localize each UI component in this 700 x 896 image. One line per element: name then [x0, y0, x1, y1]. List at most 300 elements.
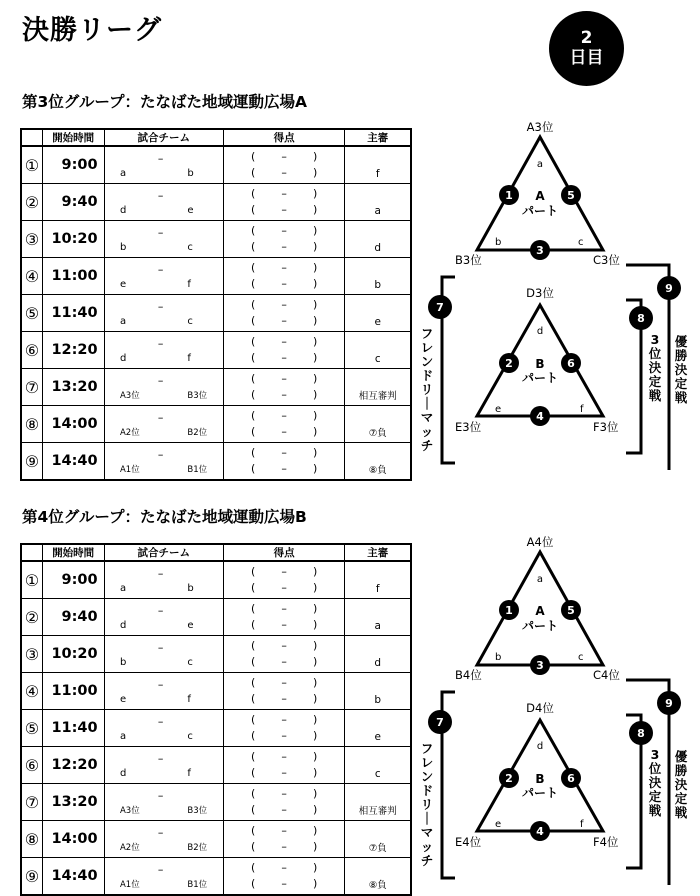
match-circle-m6 — [561, 353, 581, 373]
match-circle-number: 7 — [436, 716, 444, 729]
vertical-char: 勝 — [674, 763, 688, 778]
score-close: ) — [313, 166, 318, 179]
match-referee: d — [345, 221, 411, 258]
score-open: ( — [251, 335, 256, 348]
score-open: ( — [251, 409, 256, 422]
edge-label: e — [495, 404, 502, 415]
match-referee: f — [345, 146, 411, 184]
match-number: ④ — [21, 673, 42, 710]
match-score — [223, 561, 344, 599]
score-dash: – — [281, 581, 287, 594]
triangle-b-left-label: E3位 — [455, 420, 482, 434]
match-teams — [104, 821, 223, 858]
score-close: ) — [313, 203, 318, 216]
match-number: ⑧ — [21, 406, 42, 443]
team-1: A2位 — [119, 842, 140, 853]
team-dash: – — [157, 751, 164, 765]
score-close: ) — [313, 840, 318, 853]
score-open: ( — [251, 240, 256, 253]
part-label: パート — [521, 786, 559, 800]
vertical-char: リ — [420, 797, 434, 812]
table-row — [21, 146, 411, 184]
team-2: f — [187, 767, 191, 779]
part-letter: A — [535, 604, 545, 618]
score-open: ( — [251, 224, 256, 237]
score-dash: – — [281, 840, 287, 853]
match-referee: 相互審判 — [345, 369, 411, 406]
part-letter: A — [535, 189, 545, 203]
vertical-char: チ — [420, 853, 434, 868]
match-time: 12:20 — [42, 747, 104, 784]
match-time: 11:00 — [42, 258, 104, 295]
match-teams — [104, 784, 223, 821]
table-row — [21, 406, 411, 443]
vertical-char: 戦 — [648, 388, 662, 403]
score-dash: – — [281, 187, 287, 200]
header-score: 得点 — [223, 129, 344, 146]
team-2: c — [187, 241, 193, 253]
score-close: ) — [313, 224, 318, 237]
team-2: c — [187, 315, 193, 327]
score-open: ( — [251, 877, 256, 890]
match-score — [223, 332, 344, 369]
score-open: ( — [251, 618, 256, 631]
team-1: a — [119, 730, 127, 742]
score-close: ) — [313, 877, 318, 890]
edge-label: a — [536, 574, 544, 585]
vertical-char: リ — [420, 382, 434, 397]
vertical-char: 定 — [648, 374, 662, 389]
team-dash: – — [157, 336, 164, 350]
team-1: b — [119, 241, 127, 253]
score-dash: – — [281, 261, 287, 274]
vertical-char: 戦 — [648, 803, 662, 818]
team-dash: – — [157, 714, 164, 728]
match-teams — [104, 332, 223, 369]
match-number: ⑤ — [21, 295, 42, 332]
score-open: ( — [251, 766, 256, 779]
table-row — [21, 673, 411, 710]
header-start-time: 開始時間 — [42, 129, 104, 146]
score-close: ) — [313, 655, 318, 668]
page-title: 決勝リーグ — [22, 15, 162, 46]
match-time: 14:40 — [42, 858, 104, 896]
table-header-row — [21, 544, 411, 561]
score-dash: – — [281, 335, 287, 348]
match-circle-number: 6 — [567, 357, 575, 370]
team-1: d — [119, 204, 127, 216]
team-1: d — [119, 767, 127, 779]
match-referee: 相互審判 — [345, 784, 411, 821]
score-dash: – — [281, 639, 287, 652]
match-circle-number: 3 — [536, 659, 544, 672]
edge-label: c — [578, 237, 584, 248]
match-circle-number: 4 — [536, 825, 544, 838]
triangle-b-right-label: F4位 — [593, 835, 619, 849]
score-close: ) — [313, 335, 318, 348]
triangle-a-left-label: B4位 — [455, 668, 482, 682]
match-circle-m2 — [499, 353, 519, 373]
match-score — [223, 369, 344, 406]
score-close: ) — [313, 277, 318, 290]
score-dash: – — [281, 277, 287, 290]
score-close: ) — [313, 750, 318, 763]
vertical-char: 戦 — [674, 805, 688, 820]
vertical-char: マ — [420, 410, 434, 425]
score-close: ) — [313, 713, 318, 726]
team-2: c — [187, 656, 193, 668]
vertical-char: 決 — [674, 362, 688, 377]
triangle-b-left-label: E4位 — [455, 835, 482, 849]
score-dash: – — [281, 409, 287, 422]
team-dash: – — [157, 151, 164, 165]
score-open: ( — [251, 372, 256, 385]
team-dash: – — [157, 447, 164, 461]
score-open: ( — [251, 446, 256, 459]
score-close: ) — [313, 462, 318, 475]
match-time: 13:20 — [42, 784, 104, 821]
match-number: ③ — [21, 636, 42, 673]
match-referee: a — [345, 184, 411, 221]
match-time: 9:40 — [42, 184, 104, 221]
score-open: ( — [251, 298, 256, 311]
header-referee: 主審 — [345, 544, 411, 561]
match-circle-m7 — [428, 710, 452, 734]
score-close: ) — [313, 692, 318, 705]
match-circle-number: 7 — [436, 301, 444, 314]
score-dash: – — [281, 446, 287, 459]
score-dash: – — [281, 618, 287, 631]
match-number: ⑨ — [21, 443, 42, 481]
score-open: ( — [251, 729, 256, 742]
table-row — [21, 747, 411, 784]
table-row — [21, 599, 411, 636]
edge-label: f — [580, 819, 584, 830]
match-score — [223, 221, 344, 258]
team-2: b — [187, 167, 194, 179]
team-2: f — [187, 352, 191, 364]
match-time: 11:40 — [42, 295, 104, 332]
team-dash: – — [157, 410, 164, 424]
vertical-char: ド — [420, 783, 434, 798]
score-open: ( — [251, 787, 256, 800]
match-teams — [104, 599, 223, 636]
match-circle-number: 5 — [567, 604, 575, 617]
vertical-char: 戦 — [674, 390, 688, 405]
part-label: パート — [521, 619, 559, 633]
score-close: ) — [313, 388, 318, 401]
day-number: 2 — [580, 27, 593, 48]
vertical-char: 定 — [674, 376, 688, 391]
score-dash: – — [281, 388, 287, 401]
match-number: ① — [21, 561, 42, 599]
match-score — [223, 673, 344, 710]
score-dash: – — [281, 861, 287, 874]
team-1: A2位 — [119, 427, 140, 438]
match-circle-number: 5 — [567, 189, 575, 202]
edge-label: d — [536, 326, 544, 337]
match-circle-m4 — [530, 821, 550, 841]
score-dash: – — [281, 565, 287, 578]
score-open: ( — [251, 261, 256, 274]
vertical-char: チ — [420, 438, 434, 453]
score-open: ( — [251, 166, 256, 179]
score-close: ) — [313, 187, 318, 200]
league-diagram — [415, 120, 700, 470]
score-dash: – — [281, 877, 287, 890]
triangle-a-right-label: C4位 — [593, 668, 620, 682]
team-dash: – — [157, 262, 164, 276]
score-close: ) — [313, 639, 318, 652]
score-close: ) — [313, 351, 318, 364]
score-open: ( — [251, 803, 256, 816]
score-dash: – — [281, 314, 287, 327]
score-close: ) — [313, 787, 318, 800]
team-dash: – — [157, 188, 164, 202]
score-dash: – — [281, 425, 287, 438]
match-circle-number: 8 — [637, 312, 645, 325]
score-dash: – — [281, 203, 287, 216]
group-section — [0, 90, 700, 476]
score-open: ( — [251, 861, 256, 874]
vertical-char: ｜ — [420, 811, 434, 826]
match-number: ② — [21, 599, 42, 636]
match-time: 10:20 — [42, 636, 104, 673]
score-dash: – — [281, 224, 287, 237]
match-number: ⑤ — [21, 710, 42, 747]
match-referee: b — [345, 258, 411, 295]
match-circle-m6 — [561, 768, 581, 788]
match-referee: c — [345, 332, 411, 369]
score-dash: – — [281, 602, 287, 615]
schedule-table — [20, 128, 412, 481]
score-dash: – — [281, 713, 287, 726]
team-dash: – — [157, 677, 164, 691]
edge-label: b — [495, 652, 502, 663]
match-teams — [104, 673, 223, 710]
score-dash: – — [281, 692, 287, 705]
vertical-char: 決 — [648, 360, 662, 375]
group-title: 第3位グループ：たなばた地域運動広場A — [22, 93, 308, 111]
group-title: 第4位グループ：たなばた地域運動広場B — [22, 508, 307, 526]
score-close: ) — [313, 372, 318, 385]
vertical-char: レ — [420, 340, 434, 355]
match-circle-m9 — [657, 691, 681, 715]
score-open: ( — [251, 713, 256, 726]
match-time: 13:20 — [42, 369, 104, 406]
score-dash: – — [281, 372, 287, 385]
match-circle-number: 6 — [567, 772, 575, 785]
score-close: ) — [313, 861, 318, 874]
score-close: ) — [313, 803, 318, 816]
match-score — [223, 858, 344, 896]
match-time: 9:00 — [42, 146, 104, 184]
part-label: パート — [521, 371, 559, 385]
header-no — [21, 544, 42, 561]
match-score — [223, 784, 344, 821]
match-score — [223, 443, 344, 481]
table-row — [21, 332, 411, 369]
team-1: b — [119, 656, 127, 668]
team-2: B1位 — [187, 464, 208, 475]
vertical-char: フ — [420, 326, 434, 341]
team-dash: – — [157, 825, 164, 839]
score-dash: – — [281, 166, 287, 179]
header-no — [21, 129, 42, 146]
vertical-char: 位 — [648, 346, 662, 361]
table-row — [21, 858, 411, 896]
match-circle-number: 8 — [637, 727, 645, 740]
match-score — [223, 184, 344, 221]
team-1: A1位 — [119, 464, 140, 475]
score-open: ( — [251, 388, 256, 401]
team-2: B3位 — [187, 390, 208, 401]
header-start-time: 開始時間 — [42, 544, 104, 561]
match-time: 11:40 — [42, 710, 104, 747]
table-row — [21, 784, 411, 821]
vertical-char: ン — [420, 354, 434, 369]
triangle-b-top-label: D4位 — [526, 701, 554, 715]
match-score — [223, 747, 344, 784]
score-open: ( — [251, 187, 256, 200]
vertical-char: 定 — [648, 789, 662, 804]
match-circle-m9 — [657, 276, 681, 300]
score-close: ) — [313, 676, 318, 689]
match-referee: e — [345, 295, 411, 332]
match-referee: b — [345, 673, 411, 710]
team-dash: – — [157, 566, 164, 580]
match-circle-number: 3 — [536, 244, 544, 257]
match-score — [223, 821, 344, 858]
match-number: ④ — [21, 258, 42, 295]
triangle-a-left-label: B3位 — [455, 253, 482, 267]
day-badge — [549, 11, 624, 86]
vertical-char: 決 — [648, 775, 662, 790]
team-1: e — [119, 278, 127, 290]
score-open: ( — [251, 351, 256, 364]
team-2: B2位 — [187, 427, 208, 438]
vertical-char: フ — [420, 741, 434, 756]
match-referee: e — [345, 710, 411, 747]
score-open: ( — [251, 602, 256, 615]
match-referee: c — [345, 747, 411, 784]
score-dash: – — [281, 462, 287, 475]
score-close: ) — [313, 766, 318, 779]
schedule-table — [20, 543, 412, 896]
score-dash: – — [281, 655, 287, 668]
vertical-char: レ — [420, 755, 434, 770]
team-dash: – — [157, 788, 164, 802]
score-close: ) — [313, 409, 318, 422]
score-open: ( — [251, 692, 256, 705]
match-circle-m3 — [530, 655, 550, 675]
score-dash: – — [281, 766, 287, 779]
match-circle-m8 — [629, 306, 653, 330]
match-number: ③ — [21, 221, 42, 258]
match-circle-m4 — [530, 406, 550, 426]
match-circle-number: 9 — [665, 282, 673, 295]
match-circle-m5 — [561, 185, 581, 205]
team-1: a — [119, 167, 127, 179]
score-close: ) — [313, 298, 318, 311]
match-teams — [104, 221, 223, 258]
table-row — [21, 295, 411, 332]
score-open: ( — [251, 150, 256, 163]
triangle-a-top-label: A3位 — [526, 120, 554, 134]
team-2: e — [187, 619, 194, 631]
match-teams — [104, 443, 223, 481]
table-row — [21, 443, 411, 481]
score-close: ) — [313, 729, 318, 742]
match-score — [223, 636, 344, 673]
score-close: ) — [313, 261, 318, 274]
score-open: ( — [251, 277, 256, 290]
table-row — [21, 636, 411, 673]
team-2: f — [187, 278, 191, 290]
match-time: 14:00 — [42, 821, 104, 858]
match-circle-m8 — [629, 721, 653, 745]
score-open: ( — [251, 565, 256, 578]
league-diagram — [415, 535, 700, 885]
edge-label: b — [495, 237, 502, 248]
vertical-char: 位 — [648, 761, 662, 776]
score-dash: – — [281, 787, 287, 800]
table-row — [21, 184, 411, 221]
part-letter: B — [535, 357, 545, 371]
vertical-char: ッ — [420, 839, 434, 854]
team-2: e — [187, 204, 194, 216]
part-letter: B — [535, 772, 545, 786]
match-referee: ⑧負 — [345, 443, 411, 481]
score-close: ) — [313, 602, 318, 615]
score-dash: – — [281, 750, 287, 763]
match-referee: ⑧負 — [345, 858, 411, 896]
score-close: ) — [313, 425, 318, 438]
match-teams — [104, 710, 223, 747]
team-dash: – — [157, 862, 164, 876]
score-dash: – — [281, 351, 287, 364]
day-label: 日目 — [569, 47, 604, 68]
team-2: B2位 — [187, 842, 208, 853]
score-close: ) — [313, 150, 318, 163]
team-2: B1位 — [187, 879, 208, 890]
match-teams — [104, 858, 223, 896]
score-open: ( — [251, 581, 256, 594]
match-score — [223, 295, 344, 332]
match-teams — [104, 561, 223, 599]
score-close: ) — [313, 565, 318, 578]
match-number: ⑦ — [21, 369, 42, 406]
match-teams — [104, 747, 223, 784]
table-header-row — [21, 129, 411, 146]
edge-label: f — [580, 404, 584, 415]
match-time: 14:00 — [42, 406, 104, 443]
match-time: 12:20 — [42, 332, 104, 369]
triangle-a-top-label: A4位 — [526, 535, 554, 549]
score-open: ( — [251, 824, 256, 837]
edge-label: c — [578, 652, 584, 663]
score-close: ) — [313, 446, 318, 459]
score-close: ) — [313, 824, 318, 837]
vertical-char: 優 — [674, 749, 688, 764]
team-1: A1位 — [119, 879, 140, 890]
team-2: B3位 — [187, 805, 208, 816]
team-2: f — [187, 693, 191, 705]
team-dash: – — [157, 640, 164, 654]
vertical-char: 定 — [674, 791, 688, 806]
match-teams — [104, 406, 223, 443]
triangle-b-right-label: F3位 — [593, 420, 619, 434]
